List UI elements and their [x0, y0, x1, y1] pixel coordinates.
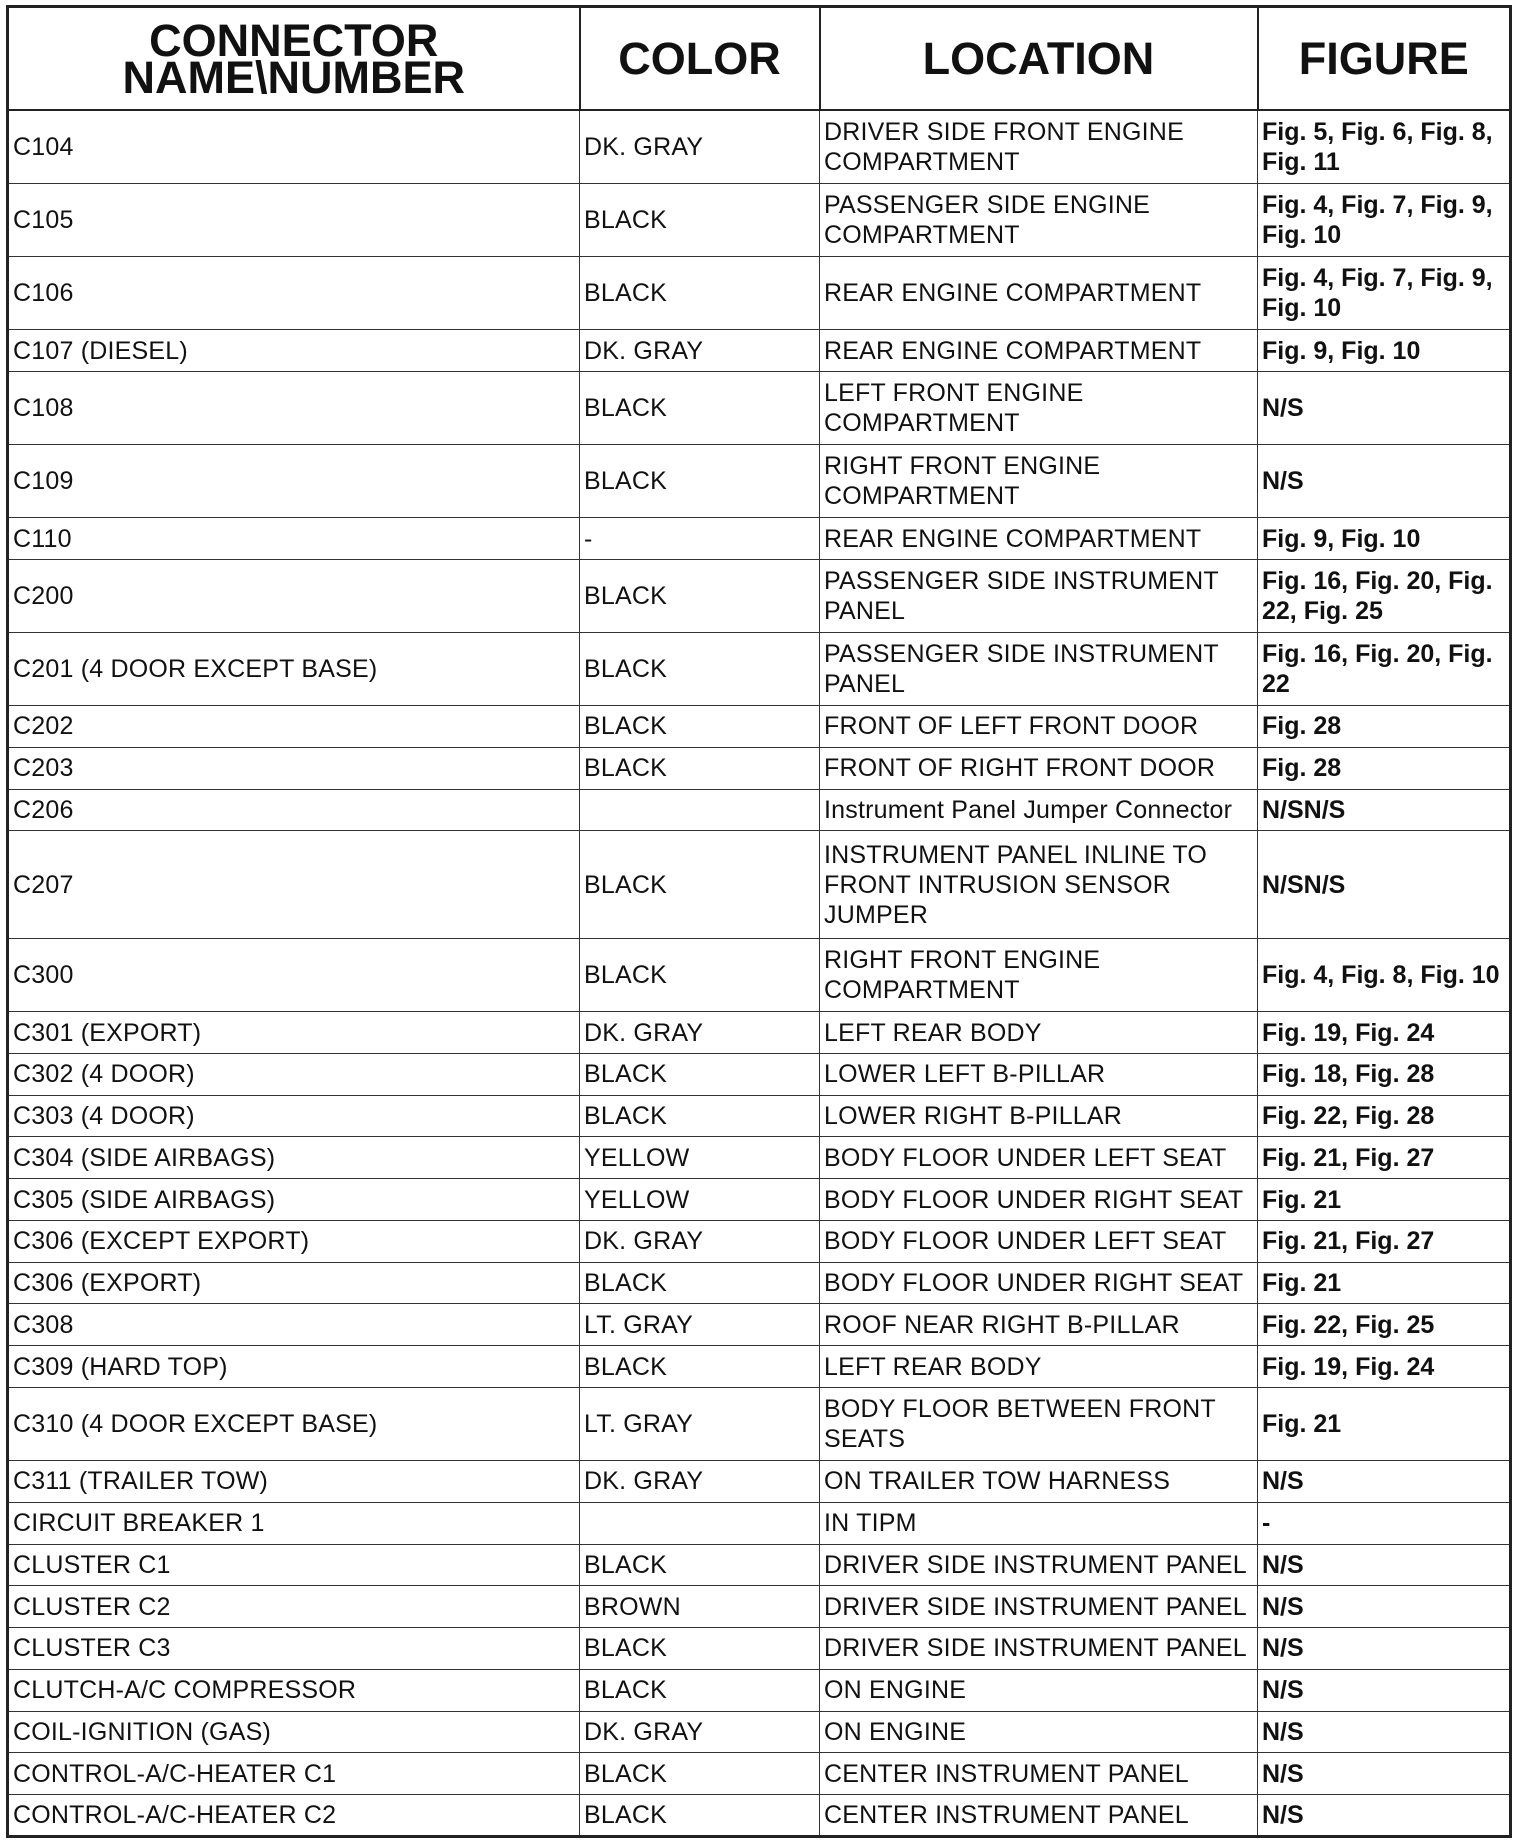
header-figure: FIGURE — [1258, 7, 1511, 111]
cell-figure: - — [1258, 1502, 1511, 1544]
cell-location: CENTER INSTRUMENT PANEL — [820, 1753, 1258, 1795]
cell-color: BLACK — [580, 1753, 820, 1795]
cell-color: BROWN — [580, 1586, 820, 1628]
cell-connector-name: C309 (HARD TOP) — [8, 1346, 580, 1388]
table-row — [8, 1053, 1511, 1095]
cell-location: RIGHT FRONT ENGINE COMPARTMENT — [820, 445, 1258, 518]
cell-color — [580, 789, 820, 831]
cell-color: BLACK — [580, 257, 820, 330]
cell-figure: Fig. 5, Fig. 6, Fig. 8, Fig. 11 — [1258, 110, 1511, 184]
header-connector-name-number — [8, 7, 580, 111]
cell-location: PASSENGER SIDE INSTRUMENT PANEL — [820, 632, 1258, 705]
cell-location: DRIVER SIDE FRONT ENGINE COMPARTMENT — [820, 110, 1258, 184]
cell-color: DK. GRAY — [580, 1711, 820, 1753]
table-row — [8, 1544, 1511, 1586]
cell-figure: N/S — [1258, 1711, 1511, 1753]
table-row — [8, 1179, 1511, 1221]
cell-connector-name: CONTROL-A/C-HEATER C1 — [8, 1753, 580, 1795]
cell-color: BLACK — [580, 372, 820, 445]
cell-figure: N/S — [1258, 1628, 1511, 1670]
cell-color: BLACK — [580, 184, 820, 257]
cell-figure: Fig. 21 — [1258, 1262, 1511, 1304]
table-row — [8, 1586, 1511, 1628]
cell-color: BLACK — [580, 1053, 820, 1095]
cell-color: YELLOW — [580, 1179, 820, 1221]
table-row — [8, 1711, 1511, 1753]
cell-connector-name: C107 (DIESEL) — [8, 330, 580, 372]
table-row — [8, 831, 1511, 939]
cell-connector-name: COIL-IGNITION (GAS) — [8, 1711, 580, 1753]
cell-location: DRIVER SIDE INSTRUMENT PANEL — [820, 1628, 1258, 1670]
cell-figure: Fig. 9, Fig. 10 — [1258, 518, 1511, 560]
cell-color: BLACK — [580, 706, 820, 748]
cell-figure: Fig. 28 — [1258, 706, 1511, 748]
cell-figure: Fig. 4, Fig. 7, Fig. 9, Fig. 10 — [1258, 184, 1511, 257]
table-row — [8, 1137, 1511, 1179]
cell-figure: N/S — [1258, 1795, 1511, 1837]
cell-color: BLACK — [580, 747, 820, 789]
cell-connector-name: C300 — [8, 939, 580, 1012]
cell-figure: Fig. 4, Fig. 7, Fig. 9, Fig. 10 — [1258, 257, 1511, 330]
cell-figure: Fig. 22, Fig. 28 — [1258, 1095, 1511, 1137]
cell-location: FRONT OF LEFT FRONT DOOR — [820, 706, 1258, 748]
cell-color: BLACK — [580, 1544, 820, 1586]
cell-connector-name: CLUSTER C3 — [8, 1628, 580, 1670]
cell-color: BLACK — [580, 1095, 820, 1137]
cell-figure: Fig. 21, Fig. 27 — [1258, 1137, 1511, 1179]
cell-figure: Fig. 19, Fig. 24 — [1258, 1012, 1511, 1054]
cell-figure: Fig. 21 — [1258, 1179, 1511, 1221]
table-row — [8, 939, 1511, 1012]
connector-table-page — [6, 5, 1509, 1838]
cell-connector-name: CONTROL-A/C-HEATER C2 — [8, 1795, 580, 1837]
cell-figure: Fig. 28 — [1258, 747, 1511, 789]
cell-location: DRIVER SIDE INSTRUMENT PANEL — [820, 1586, 1258, 1628]
cell-color: - — [580, 518, 820, 560]
cell-color: BLACK — [580, 1262, 820, 1304]
cell-connector-name: C109 — [8, 445, 580, 518]
cell-location: PASSENGER SIDE INSTRUMENT PANEL — [820, 559, 1258, 632]
cell-connector-name: C104 — [8, 110, 580, 184]
cell-connector-name: CLUTCH-A/C COMPRESSOR — [8, 1669, 580, 1711]
cell-figure: Fig. 16, Fig. 20, Fig. 22 — [1258, 632, 1511, 705]
cell-connector-name: C304 (SIDE AIRBAGS) — [8, 1137, 580, 1179]
cell-connector-name: CIRCUIT BREAKER 1 — [8, 1502, 580, 1544]
table-row — [8, 706, 1511, 748]
cell-location: ON ENGINE — [820, 1669, 1258, 1711]
cell-location: BODY FLOOR UNDER LEFT SEAT — [820, 1220, 1258, 1262]
cell-figure: Fig. 21, Fig. 27 — [1258, 1220, 1511, 1262]
cell-location: ON TRAILER TOW HARNESS — [820, 1461, 1258, 1503]
table-row — [8, 184, 1511, 257]
cell-location: REAR ENGINE COMPARTMENT — [820, 257, 1258, 330]
table-row — [8, 1502, 1511, 1544]
cell-connector-name: CLUSTER C2 — [8, 1586, 580, 1628]
cell-location: LEFT REAR BODY — [820, 1012, 1258, 1054]
cell-figure: Fig. 9, Fig. 10 — [1258, 330, 1511, 372]
cell-location: ON ENGINE — [820, 1711, 1258, 1753]
cell-figure: N/S — [1258, 1461, 1511, 1503]
cell-location: PASSENGER SIDE ENGINE COMPARTMENT — [820, 184, 1258, 257]
cell-connector-name: CLUSTER C1 — [8, 1544, 580, 1586]
cell-location: BODY FLOOR UNDER RIGHT SEAT — [820, 1179, 1258, 1221]
cell-color: BLACK — [580, 1669, 820, 1711]
cell-color: BLACK — [580, 1628, 820, 1670]
cell-location: ROOF NEAR RIGHT B-PILLAR — [820, 1304, 1258, 1346]
cell-connector-name: C200 — [8, 559, 580, 632]
cell-color: BLACK — [580, 559, 820, 632]
cell-color: BLACK — [580, 831, 820, 939]
cell-connector-name: C207 — [8, 831, 580, 939]
table-row — [8, 1262, 1511, 1304]
cell-color: LT. GRAY — [580, 1304, 820, 1346]
cell-color: LT. GRAY — [580, 1387, 820, 1460]
table-row — [8, 1795, 1511, 1837]
table-row — [8, 110, 1511, 184]
cell-figure: N/SN/S — [1258, 789, 1511, 831]
cell-figure: N/SN/S — [1258, 831, 1511, 939]
table-body — [8, 110, 1511, 1837]
cell-figure: Fig. 19, Fig. 24 — [1258, 1346, 1511, 1388]
cell-connector-name: C110 — [8, 518, 580, 560]
table-row — [8, 1220, 1511, 1262]
cell-color: DK. GRAY — [580, 1012, 820, 1054]
cell-figure: N/S — [1258, 1669, 1511, 1711]
table-row — [8, 1461, 1511, 1503]
cell-color — [580, 1502, 820, 1544]
cell-color: BLACK — [580, 1346, 820, 1388]
cell-color: BLACK — [580, 1795, 820, 1837]
table-row — [8, 1628, 1511, 1670]
cell-location: REAR ENGINE COMPARTMENT — [820, 330, 1258, 372]
table-row — [8, 1387, 1511, 1460]
cell-location: BODY FLOOR UNDER RIGHT SEAT — [820, 1262, 1258, 1304]
cell-figure: N/S — [1258, 1586, 1511, 1628]
header-connector-line-2: NAME\NUMBER — [122, 51, 465, 103]
cell-connector-name: C308 — [8, 1304, 580, 1346]
cell-connector-name: C305 (SIDE AIRBAGS) — [8, 1179, 580, 1221]
table-header — [8, 7, 1511, 111]
cell-figure: Fig. 4, Fig. 8, Fig. 10 — [1258, 939, 1511, 1012]
cell-connector-name: C303 (4 DOOR) — [8, 1095, 580, 1137]
cell-connector-name: C106 — [8, 257, 580, 330]
cell-connector-name: C201 (4 DOOR EXCEPT BASE) — [8, 632, 580, 705]
cell-color: DK. GRAY — [580, 1461, 820, 1503]
cell-connector-name: C206 — [8, 789, 580, 831]
table-row — [8, 518, 1511, 560]
cell-location: LEFT FRONT ENGINE COMPARTMENT — [820, 372, 1258, 445]
cell-location: RIGHT FRONT ENGINE COMPARTMENT — [820, 939, 1258, 1012]
cell-figure: Fig. 21 — [1258, 1387, 1511, 1460]
cell-color: DK. GRAY — [580, 1220, 820, 1262]
table-row — [8, 1095, 1511, 1137]
cell-connector-name: C306 (EXPORT) — [8, 1262, 580, 1304]
cell-location: LOWER LEFT B-PILLAR — [820, 1053, 1258, 1095]
cell-figure: N/S — [1258, 372, 1511, 445]
table-row — [8, 330, 1511, 372]
cell-figure: Fig. 22, Fig. 25 — [1258, 1304, 1511, 1346]
table-row — [8, 257, 1511, 330]
cell-color: BLACK — [580, 632, 820, 705]
table-row — [8, 1346, 1511, 1388]
cell-connector-name: C108 — [8, 372, 580, 445]
cell-color: BLACK — [580, 445, 820, 518]
cell-color: DK. GRAY — [580, 330, 820, 372]
cell-location: LEFT REAR BODY — [820, 1346, 1258, 1388]
cell-location: CENTER INSTRUMENT PANEL — [820, 1795, 1258, 1837]
cell-figure: Fig. 16, Fig. 20, Fig. 22, Fig. 25 — [1258, 559, 1511, 632]
cell-connector-name: C310 (4 DOOR EXCEPT BASE) — [8, 1387, 580, 1460]
cell-connector-name: C301 (EXPORT) — [8, 1012, 580, 1054]
cell-figure: N/S — [1258, 445, 1511, 518]
table-row — [8, 445, 1511, 518]
cell-location: BODY FLOOR BETWEEN FRONT SEATS — [820, 1387, 1258, 1460]
cell-color: DK. GRAY — [580, 110, 820, 184]
table-row — [8, 1753, 1511, 1795]
cell-figure: N/S — [1258, 1544, 1511, 1586]
cell-figure: Fig. 18, Fig. 28 — [1258, 1053, 1511, 1095]
cell-connector-name: C203 — [8, 747, 580, 789]
cell-location: Instrument Panel Jumper Connector — [820, 789, 1258, 831]
table-row — [8, 372, 1511, 445]
cell-color: BLACK — [580, 939, 820, 1012]
cell-connector-name: C105 — [8, 184, 580, 257]
cell-location: LOWER RIGHT B-PILLAR — [820, 1095, 1258, 1137]
table-row — [8, 559, 1511, 632]
header-location: LOCATION — [820, 7, 1258, 111]
cell-color: YELLOW — [580, 1137, 820, 1179]
cell-location: REAR ENGINE COMPARTMENT — [820, 518, 1258, 560]
cell-location: DRIVER SIDE INSTRUMENT PANEL — [820, 1544, 1258, 1586]
cell-location: BODY FLOOR UNDER LEFT SEAT — [820, 1137, 1258, 1179]
table-row — [8, 789, 1511, 831]
cell-figure: N/S — [1258, 1753, 1511, 1795]
table-row — [8, 1669, 1511, 1711]
cell-connector-name: C302 (4 DOOR) — [8, 1053, 580, 1095]
table-row — [8, 1012, 1511, 1054]
cell-location: FRONT OF RIGHT FRONT DOOR — [820, 747, 1258, 789]
cell-location: INSTRUMENT PANEL INLINE TO FRONT INTRUSION SENSOR JUMPER — [820, 831, 1258, 939]
table-row — [8, 1304, 1511, 1346]
table-row — [8, 632, 1511, 705]
header-color: COLOR — [580, 7, 820, 111]
connector-table — [6, 5, 1512, 1838]
header-connector-line-1: CONNECTOR — [149, 14, 439, 66]
table-row — [8, 747, 1511, 789]
cell-connector-name: C306 (EXCEPT EXPORT) — [8, 1220, 580, 1262]
cell-location: IN TIPM — [820, 1502, 1258, 1544]
cell-connector-name: C202 — [8, 706, 580, 748]
header-row — [8, 7, 1511, 111]
cell-connector-name: C311 (TRAILER TOW) — [8, 1461, 580, 1503]
